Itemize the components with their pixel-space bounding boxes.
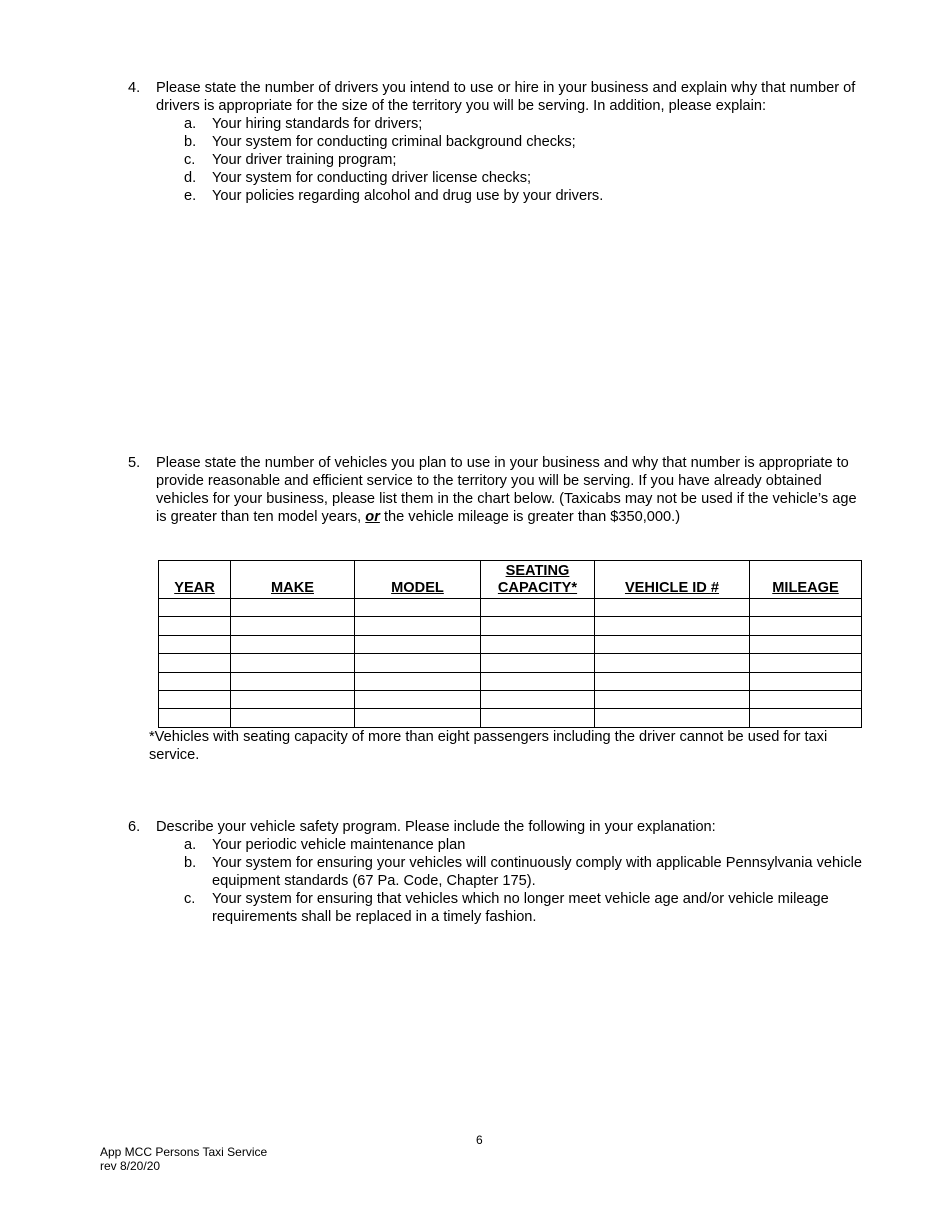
table-cell[interactable] — [750, 617, 862, 635]
item-letter: b. — [184, 855, 197, 871]
list-item — [184, 133, 863, 151]
question-text-part: the vehicle mileage is greater than $350,000.) — [383, 509, 681, 525]
question-5 — [128, 454, 863, 526]
table-cell[interactable] — [231, 690, 355, 708]
item-letter: d. — [184, 170, 197, 186]
table-cell[interactable] — [355, 654, 481, 672]
header-mileage: MILEAGE — [750, 561, 862, 599]
item-text: Your system for conducting driver license checks; — [212, 170, 532, 186]
item-text: Your policies regarding alcohol and drug use by your drivers. — [212, 188, 604, 204]
table-cell[interactable] — [231, 654, 355, 672]
question-number: 6. — [128, 819, 141, 835]
table-row — [159, 690, 862, 708]
list-item — [184, 115, 863, 133]
table-cell[interactable] — [481, 617, 595, 635]
header-make: MAKE — [231, 561, 355, 599]
table-cell[interactable] — [750, 709, 862, 727]
table-cell[interactable] — [355, 599, 481, 617]
header-seating-line1: SEATING — [505, 563, 570, 579]
table-cell[interactable] — [231, 635, 355, 653]
table-header-row — [159, 561, 862, 599]
vehicle-table — [158, 560, 862, 728]
table-cell[interactable] — [481, 709, 595, 727]
table-row — [159, 672, 862, 690]
table-cell[interactable] — [159, 617, 231, 635]
table-row — [159, 709, 862, 727]
table-cell[interactable] — [231, 709, 355, 727]
table-cell[interactable] — [159, 635, 231, 653]
item-text: Your periodic vehicle maintenance plan — [212, 837, 466, 853]
question-number: 4. — [128, 80, 141, 96]
header-year: YEAR — [159, 561, 231, 599]
table-cell[interactable] — [750, 599, 862, 617]
header-vehicle-id: VEHICLE ID # — [595, 561, 750, 599]
question-text-part: Please state the number of vehicles you plan to use in your business and why that number is appropriate to provide reasonable and efficient service to the territory you will be serving. If you have already obtained vehicles for your business, please list them in the chart below. (Taxicabs may not be used if the vehicle’s age is greater than ten model years, — [156, 455, 857, 525]
question-4 — [128, 79, 863, 205]
table-row — [159, 654, 862, 672]
table-row — [159, 635, 862, 653]
item-text: Your system for ensuring that vehicles which no longer meet vehicle age and/or vehicle mileage requirements shall be replaced in a timely fashion. — [212, 891, 829, 925]
item-text: Your hiring standards for drivers; — [212, 116, 423, 132]
item-letter: c. — [184, 152, 196, 168]
footer — [100, 1145, 267, 1173]
table-cell[interactable] — [355, 672, 481, 690]
table-row — [159, 599, 862, 617]
question-text: Please state the number of drivers you intend to use or hire in your business and explain why that number of drivers is appropriate for the size of the territory you will be serving. In addition, please explain: — [156, 80, 856, 114]
table-cell[interactable] — [355, 709, 481, 727]
table-cell[interactable] — [481, 599, 595, 617]
list-item — [184, 890, 863, 926]
table-cell[interactable] — [595, 709, 750, 727]
item-letter: a. — [184, 837, 197, 853]
header-seating-capacity — [481, 561, 595, 599]
table-cell[interactable] — [159, 709, 231, 727]
table-cell[interactable] — [750, 690, 862, 708]
emphasis-word: or — [365, 509, 380, 525]
table-cell[interactable] — [481, 690, 595, 708]
footer-revision: rev 8/20/20 — [100, 1159, 161, 1173]
table-cell[interactable] — [481, 672, 595, 690]
table-cell[interactable] — [595, 690, 750, 708]
table-cell[interactable] — [481, 654, 595, 672]
footer-title: App MCC Persons Taxi Service — [100, 1145, 268, 1159]
table-cell[interactable] — [481, 635, 595, 653]
list-item — [184, 854, 863, 890]
list-item — [184, 151, 863, 169]
item-text: Your system for conducting criminal background checks; — [212, 134, 576, 150]
item-letter: b. — [184, 134, 197, 150]
page-number: 6 — [476, 1133, 483, 1147]
item-letter: a. — [184, 116, 197, 132]
table-cell[interactable] — [159, 654, 231, 672]
item-text: Your driver training program; — [212, 152, 397, 168]
table-cell[interactable] — [595, 617, 750, 635]
table-cell[interactable] — [355, 635, 481, 653]
question-6 — [128, 818, 863, 926]
table-cell[interactable] — [750, 635, 862, 653]
item-text: Your system for ensuring your vehicles will continuously comply with applicable Pennsylvania vehicle equipment standards (67 Pa. Code, Chapter 175). — [212, 855, 863, 889]
list-item — [184, 169, 863, 187]
header-seating-line2: CAPACITY* — [497, 580, 578, 596]
table-cell[interactable] — [355, 617, 481, 635]
table-cell[interactable] — [159, 690, 231, 708]
table-cell[interactable] — [159, 672, 231, 690]
table-row — [159, 617, 862, 635]
question-text: Describe your vehicle safety program. Please include the following in your explanation: — [156, 819, 716, 835]
table-cell[interactable] — [231, 599, 355, 617]
table-cell[interactable] — [750, 654, 862, 672]
list-item — [184, 187, 863, 205]
table-cell[interactable] — [595, 654, 750, 672]
table-cell[interactable] — [159, 599, 231, 617]
table-cell[interactable] — [750, 672, 862, 690]
table-cell[interactable] — [595, 635, 750, 653]
item-letter: c. — [184, 891, 196, 907]
table-cell[interactable] — [231, 672, 355, 690]
item-letter: e. — [184, 188, 197, 204]
table-cell[interactable] — [595, 599, 750, 617]
table-body — [159, 599, 862, 728]
seating-note: *Vehicles with seating capacity of more than eight passengers including the driver cannot be used for taxi service. — [149, 729, 828, 763]
table-cell[interactable] — [355, 690, 481, 708]
question-text — [156, 454, 863, 526]
table-cell[interactable] — [231, 617, 355, 635]
list-item — [184, 836, 863, 854]
question-number: 5. — [128, 455, 141, 471]
header-model: MODEL — [355, 561, 481, 599]
table-cell[interactable] — [595, 672, 750, 690]
